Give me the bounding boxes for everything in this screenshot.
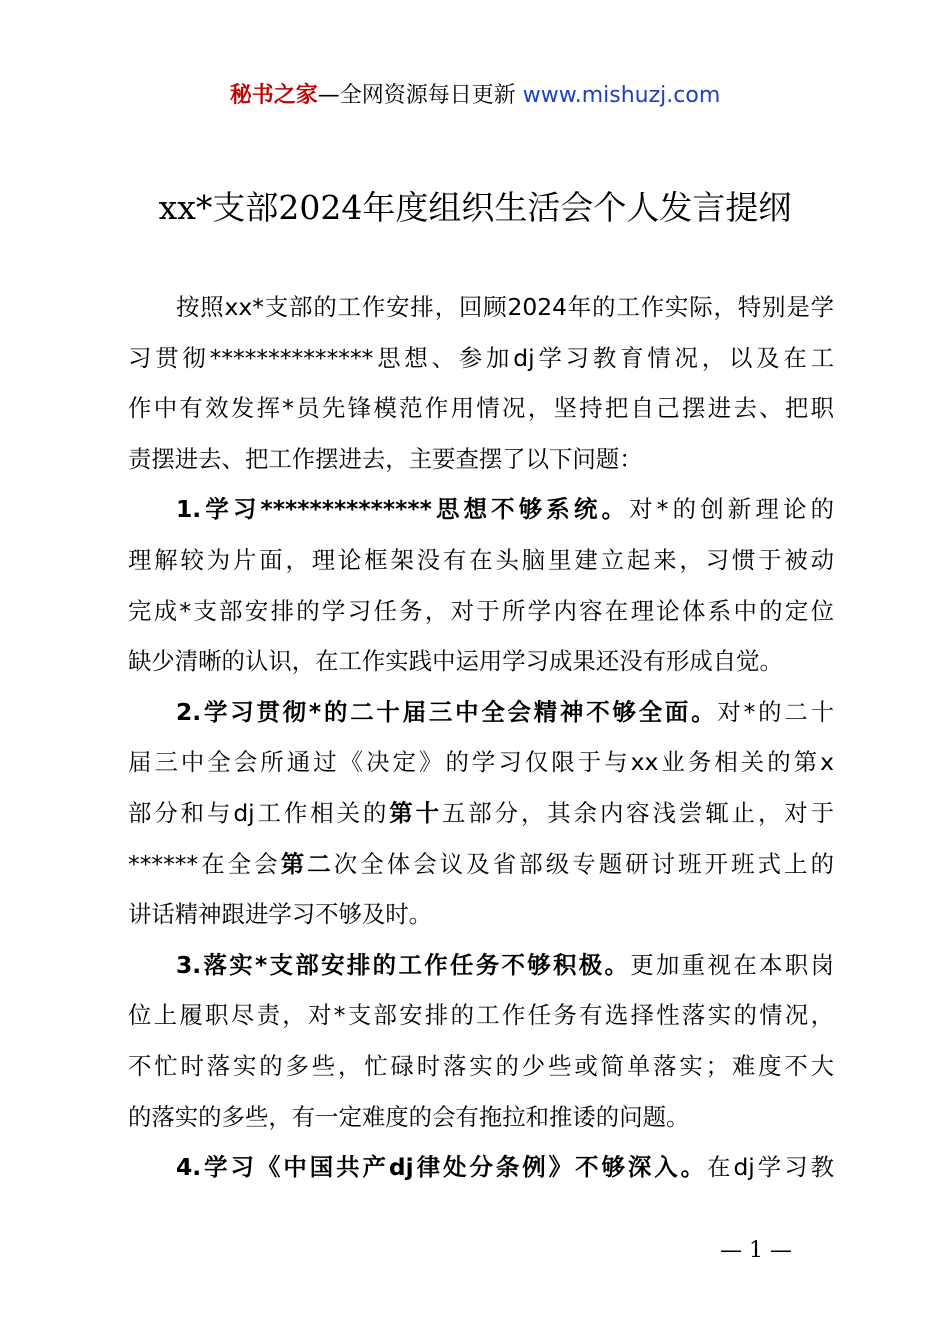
text-line: 的落实的多些，有一定难度的会有拖拉和推诿的问题。 (128, 1102, 690, 1131)
issue-item-2 (128, 687, 834, 940)
text-line (128, 839, 834, 890)
text-line (128, 1142, 834, 1193)
brand-name: 秘书之家 (229, 83, 318, 108)
bold-segment: 第十 (389, 798, 442, 827)
issue-text: 在dj学习教 (707, 1153, 834, 1182)
issue-heading: 3.落实*支部安排的工作任务不够积极。 (176, 950, 631, 979)
issue-item-3 (128, 940, 834, 1142)
issue-text: 对*的二十 (717, 697, 834, 726)
text-line (128, 687, 834, 738)
intro-paragraph (128, 282, 834, 484)
text-line (128, 788, 834, 839)
text-segment: ******在全会 (128, 849, 281, 878)
issue-heading: 1.学习**************思想不够系统。 (176, 495, 630, 524)
text-line: 完成*支部安排的学习任务，对于所学内容在理论体系中的定位 (128, 596, 834, 625)
text-segment: 部分和与dj工作相关的 (128, 798, 390, 827)
site-header (0, 80, 950, 112)
text-line: 按照xx*支部的工作安排，回顾2024年的工作实际，特别是学 (176, 293, 834, 321)
document-title: xx*支部2024年度组织生活会个人发言提纲 (158, 188, 792, 227)
text-line: 理解较为片面，理论框架没有在头脑里建立起来，习惯于被动 (128, 545, 834, 574)
header-tagline: —全网资源每日更新 (317, 83, 516, 108)
text-line (128, 940, 834, 991)
text-line: 习贯彻**************思想、参加dj学习教育情况，以及在工 (128, 343, 834, 372)
issue-text: 更加重视在本职岗 (630, 950, 834, 979)
text-line: 责摆进去、把工作摆进去，主要查摆了以下问题： (128, 444, 643, 473)
text-line: 位上履职尽责，对*支部安排的工作任务有选择性落实的情况， (128, 1001, 834, 1030)
issue-item-1 (128, 484, 834, 686)
text-line: 届三中全会所通过《决定》的学习仅限于与xx业务相关的第x (128, 748, 834, 777)
issue-heading: 4.学习《中国共产dj律处分条例》不够深入。 (176, 1153, 708, 1182)
document-body (128, 282, 834, 1193)
site-url-link[interactable]: www.mishuzj.com (522, 83, 721, 108)
text-line: 讲话精神跟进学习不够及时。 (128, 900, 433, 929)
text-line: 作中有效发挥*员先锋模范作用情况，坚持把自己摆进去、把职 (128, 394, 834, 423)
issue-heading: 2.学习贯彻*的二十届三中全会精神不够全面。 (176, 697, 718, 726)
bold-segment: 第二 (280, 849, 334, 878)
text-line: 不忙时落实的多些，忙碌时落实的少些或简单落实；难度不大 (128, 1051, 834, 1080)
text-segment: 五部分，其余内容浅尝辄止，对于 (441, 798, 834, 827)
issue-text: 对*的创新理论的 (629, 495, 834, 524)
text-line (128, 484, 834, 535)
text-segment: 次全体会议及省部级专题研讨班开班式上的 (333, 849, 835, 878)
text-line: 缺少清晰的认识，在工作实践中运用学习成果还没有形成自觉。 (128, 647, 783, 676)
page-number: — 1 — (720, 1238, 792, 1263)
issue-item-4 (128, 1142, 834, 1193)
